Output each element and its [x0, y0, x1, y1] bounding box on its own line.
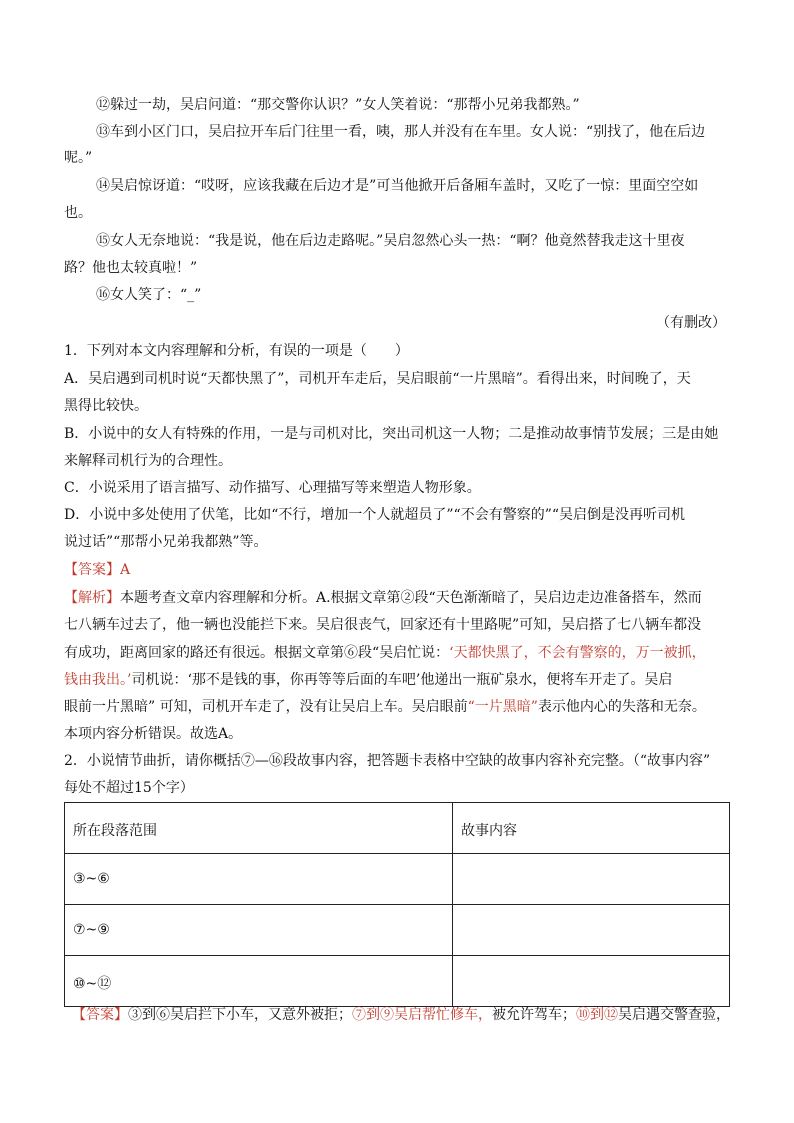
header-story-content: 故事内容 [461, 823, 517, 839]
answer-tag: 【答案】 [72, 1007, 128, 1023]
analysis-quote: ‘天都快黑了，不会有警察的，万一被抓， [449, 645, 706, 661]
analysis-tag: 【解析】 [64, 590, 120, 606]
passage-paragraph-13-cont: 呢。” [64, 150, 93, 166]
table-cell [65, 854, 453, 905]
answer-text: 吴启遇交警查验， [618, 1007, 730, 1023]
table-row [65, 854, 730, 905]
question-1-option-a-cont: 黑得比较快。 [64, 398, 148, 414]
story-table [64, 802, 730, 1007]
question-1-analysis-line-6: 本项内容分析错误。故选A。 [64, 726, 243, 742]
analysis-text: 眼前一片黑暗” 可知，司机开车走了，没有让吴启上车。吴启眼前 [64, 699, 468, 715]
question-1-analysis-line-2: 七八辆车过去了，他一辆也没能拦下来。吴启很丧气，回家还有十里路呢”可知，吴启搭了七八辆车都没 [64, 617, 702, 633]
passage-paragraph-12: ⑫躲过一劫，吴启问道：“那交警你认识？”女人笑着说：“那帮小兄弟我都熟。” [96, 97, 580, 113]
paragraph-range: ⑦~⑨ [73, 922, 110, 938]
question-1-option-d: D．小说中多处使用了伏笔，比如“不行，增加一个人就超员了”“不会有警察的”“吴启倒是没再听司机 [64, 507, 686, 523]
table-header-cell [453, 803, 730, 854]
story-content [453, 905, 729, 922]
question-1-analysis-line-4 [64, 671, 672, 689]
passage-paragraph-16: ⑯女人笑了：“_” [96, 287, 202, 303]
paragraph-range: ③~⑥ [73, 871, 110, 887]
answer-text: ③到⑥吴启拦下小车，又意外被拒； [128, 1007, 352, 1023]
question-1-option-b: B．小说中的女人有特殊的作用，一是与司机对比，突出司机这一人物；二是推动故事情节发展；三是由她 [64, 426, 719, 442]
question-2-answer [72, 1006, 730, 1024]
question-1-stem: 1．下列对本文内容理解和分析，有误的一项是（ ） [64, 343, 409, 359]
passage-paragraph-14-cont: 也。 [64, 205, 92, 221]
table-header-cell [65, 803, 453, 854]
table-cell [65, 905, 453, 956]
analysis-text: 有成功，距离回家的路还有很远。根据文章第⑥段“吴启忙说： [64, 645, 450, 661]
question-2-stem: 2．小说情节曲折，请你概括⑦—⑯段故事内容，把答题卡表格中空缺的故事内容补充完整。（“故事内容” [64, 753, 711, 769]
source-note: （有删改） [656, 315, 726, 331]
passage-paragraph-13: ⑬车到小区门口，吴启拉开车后门往里一看，咦，那人并没有在车里。女人说：“别找了，他在后边 [96, 124, 706, 140]
story-content [453, 854, 729, 871]
table-cell [65, 956, 453, 1007]
analysis-text: 本题考查文章内容理解和分析。A.根据文章第②段“天色渐渐暗了，吴启边走边准备搭车，然而 [120, 590, 702, 606]
question-1-option-c: C．小说采用了语言描写、动作描写、心理描写等来塑造人物形象。 [64, 480, 481, 496]
analysis-text: 司机说：‘那不是钱的事，你再等等后面的车吧’他递出一瓶矿泉水，便将车开走了。吴启 [131, 672, 673, 688]
passage-paragraph-14: ⑭吴启惊讶道：“哎呀，应该我藏在后边才是”可当他掀开后备厢车盖时，又吃了一惊：里面空空如 [96, 178, 699, 194]
answer-text-red: ⑦到⑨吴启帮忙修车， [352, 1007, 492, 1023]
question-1-analysis-line-3 [64, 644, 706, 662]
paragraph-range: ⑩~⑫ [73, 976, 112, 992]
passage-paragraph-15-cont: 路？他也太较真啦！” [64, 260, 198, 276]
question-1-option-b-cont: 来解释司机行为的合理性。 [64, 453, 232, 469]
analysis-quote: 钱由我出。’ [64, 672, 132, 688]
story-content [453, 956, 729, 973]
answer-blank-cell[interactable] [453, 956, 730, 1007]
answer-blank-cell[interactable] [453, 905, 730, 956]
question-1-option-d-cont: 说过话”“那帮小兄弟我都熟”等。 [64, 534, 268, 550]
passage-paragraph-15: ⑮女人无奈地说：“我是说，他在后边走路呢。”吴启忽然心头一热：“啊？他竟然替我走这十里夜 [96, 233, 685, 249]
table-header-row [65, 803, 730, 854]
answer-text: 被允许驾车； [492, 1007, 576, 1023]
analysis-text: 表示他内心的失落和无奈。 [537, 699, 706, 715]
question-2-stem-cont: 每处不超过15个字） [64, 780, 194, 796]
answer-text-red: ⑩到⑫ [576, 1007, 618, 1023]
question-1-option-a: A．吴启遇到司机时说“天都快黑了”，司机开车走后，吴启眼前“一片黑暗”。看得出来，时间晚了，天 [64, 371, 691, 387]
header-paragraph-range: 所在段落范围 [73, 823, 157, 839]
analysis-quote: “一片黑暗” [467, 699, 538, 715]
question-1-analysis-line-1 [64, 589, 702, 607]
table-row [65, 956, 730, 1007]
question-1-answer: 【答案】A [64, 562, 131, 578]
table-row [65, 905, 730, 956]
answer-blank-cell[interactable] [453, 854, 730, 905]
question-1-analysis-line-5 [64, 698, 706, 716]
